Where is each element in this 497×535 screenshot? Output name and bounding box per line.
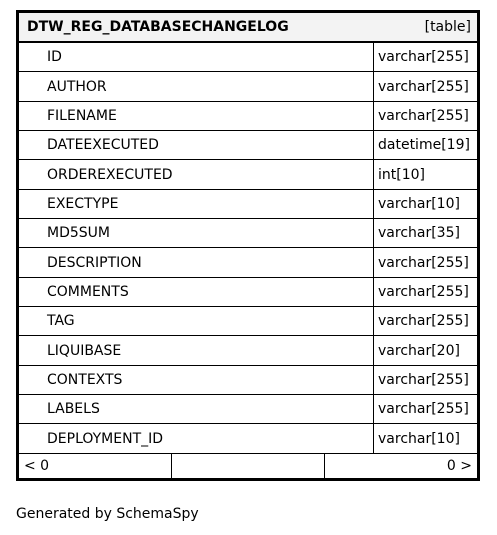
column-row xyxy=(19,278,477,307)
column-type: varchar[255] xyxy=(378,254,469,271)
table-kind-label: [table] xyxy=(424,19,471,35)
table-header xyxy=(19,13,477,43)
column-row xyxy=(19,102,477,131)
column-type: varchar[255] xyxy=(378,313,469,330)
column-type: varchar[255] xyxy=(378,371,469,388)
column-row xyxy=(19,190,477,219)
column-row xyxy=(19,160,477,189)
column-name: DATEEXECUTED xyxy=(19,131,374,159)
parent-count: < 0 xyxy=(24,457,50,474)
column-row xyxy=(19,307,477,336)
column-row xyxy=(19,72,477,101)
column-name: ORDEREXECUTED xyxy=(19,160,374,188)
column-name: COMMENTS xyxy=(19,278,374,306)
column-name: EXECTYPE xyxy=(19,190,374,218)
column-row xyxy=(19,248,477,277)
column-name: ID xyxy=(19,43,374,71)
column-type: varchar[255] xyxy=(378,49,469,66)
column-row xyxy=(19,424,477,453)
column-type: varchar[10] xyxy=(378,195,460,212)
column-list xyxy=(19,43,477,454)
generated-by-note: Generated by SchemaSpy xyxy=(16,506,199,522)
column-type: varchar[20] xyxy=(378,342,460,359)
column-name: LIQUIBASE xyxy=(19,336,374,364)
column-type: varchar[255] xyxy=(378,78,469,95)
column-type: varchar[255] xyxy=(378,283,469,300)
column-type: int[10] xyxy=(378,166,425,183)
column-row xyxy=(19,366,477,395)
column-type: varchar[10] xyxy=(378,430,460,447)
column-row xyxy=(19,131,477,160)
table-footer xyxy=(19,454,477,478)
column-row xyxy=(19,219,477,248)
column-name: DEPLOYMENT_ID xyxy=(19,424,374,452)
column-row xyxy=(19,336,477,365)
column-row xyxy=(19,395,477,424)
column-name: TAG xyxy=(19,307,374,335)
child-count: 0 > xyxy=(324,454,477,478)
column-type: varchar[255] xyxy=(378,401,469,418)
table-entity xyxy=(16,10,480,481)
column-name: DESCRIPTION xyxy=(19,248,374,276)
column-name: CONTEXTS xyxy=(19,366,374,394)
column-name: AUTHOR xyxy=(19,72,374,100)
column-name: FILENAME xyxy=(19,102,374,130)
column-name: MD5SUM xyxy=(19,219,374,247)
table-name: DTW_REG_DATABASECHANGELOG xyxy=(27,19,289,35)
column-name: LABELS xyxy=(19,395,374,423)
footer-middle-cell xyxy=(171,454,324,478)
column-type: varchar[255] xyxy=(378,107,469,124)
column-row xyxy=(19,43,477,72)
column-type: varchar[35] xyxy=(378,225,460,242)
column-type: datetime[19] xyxy=(378,137,470,154)
